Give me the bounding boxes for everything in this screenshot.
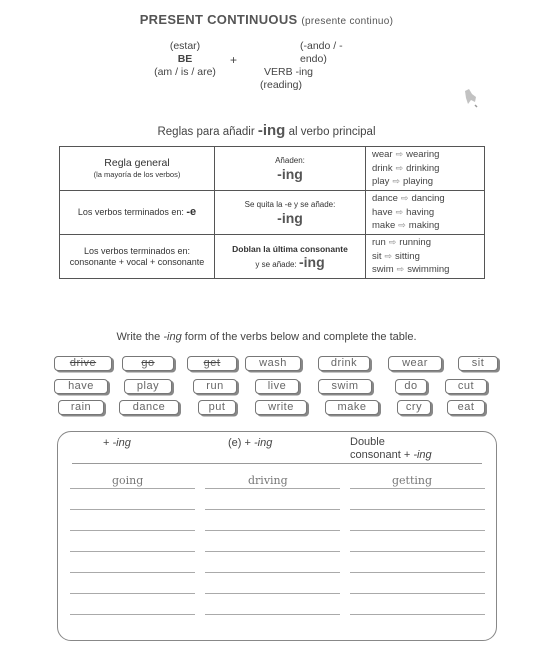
verb-chip[interactable]: put <box>198 400 236 415</box>
answer-line[interactable] <box>350 614 485 615</box>
exercise-instruction: Write the -ing form of the verbs below and complete the table. <box>116 331 417 343</box>
formula-verb-word: VERB -ing <box>264 66 314 78</box>
example: have ⇨ having <box>372 206 435 218</box>
answer-line[interactable] <box>205 593 340 594</box>
arrow-right-icon: ⇨ <box>395 149 404 160</box>
rule-tail: -e <box>186 206 197 218</box>
answer-line[interactable] <box>205 572 340 573</box>
example: dance ⇨ dancing <box>372 193 445 205</box>
verb-chip[interactable]: rain <box>58 400 104 415</box>
arrow-right-icon: ⇨ <box>392 176 400 187</box>
verb-chip[interactable]: play <box>124 379 172 394</box>
rule-cell <box>60 191 215 235</box>
answer-line[interactable] <box>70 614 195 615</box>
handwritten-answer[interactable]: going <box>112 474 144 487</box>
title-sub: (presente continuo) <box>301 16 394 27</box>
verb-chip[interactable]: do <box>395 379 427 394</box>
answer-line[interactable] <box>70 572 195 573</box>
example: play ⇨ playing <box>372 176 434 188</box>
rule-row <box>60 147 485 191</box>
action-cell <box>215 147 366 191</box>
verb-chip[interactable]: wear <box>388 356 442 371</box>
rule-small: (la mayoría de los verbos) <box>93 169 181 179</box>
action-cell <box>215 191 366 235</box>
answer-line[interactable] <box>70 488 195 489</box>
rule-small: consonante + vocal + consonante <box>69 256 205 267</box>
formula-verb-bottom: (reading) <box>260 79 303 91</box>
rule-head: Los verbos terminados en: <box>83 245 191 256</box>
verb-chip[interactable]: swim <box>318 379 372 394</box>
arrow-right-icon: ⇨ <box>396 264 405 275</box>
action-cell <box>215 235 366 279</box>
verb-chip[interactable]: eat <box>447 400 485 415</box>
formula-plus: + <box>230 53 238 67</box>
action-text: Añaden: <box>275 155 305 165</box>
verb-chip[interactable]: make <box>325 400 379 415</box>
example: run ⇨ running <box>372 237 431 249</box>
answer-line[interactable] <box>70 530 195 531</box>
answer-line[interactable] <box>70 593 195 594</box>
scan-mark-icon <box>463 88 479 108</box>
answer-line[interactable] <box>350 530 485 531</box>
example: make ⇨ making <box>372 220 440 232</box>
arrow-right-icon: ⇨ <box>395 206 404 217</box>
formula-be-bottom: (am / is / are) <box>154 66 216 78</box>
verb-chip[interactable]: wash <box>245 356 301 371</box>
column-header: (e) + -ing <box>228 437 273 449</box>
verb-chip[interactable]: run <box>193 379 237 394</box>
column-header: Double consonant + -ing <box>350 436 432 461</box>
formula-be-top: (estar) <box>169 40 201 52</box>
rule-head: Los verbos terminados en: <box>77 207 184 217</box>
header-divider <box>72 463 482 464</box>
verb-chip[interactable]: drink <box>318 356 370 371</box>
action-ing: -ing <box>277 209 303 226</box>
arrow-right-icon: ⇨ <box>400 193 409 204</box>
rule-row <box>60 191 485 235</box>
arrow-right-icon: ⇨ <box>395 162 404 173</box>
rules-title <box>0 122 533 139</box>
formula-verb-top: (-ando / -endo) <box>300 40 343 65</box>
rules-title-ing: -ing <box>257 122 286 139</box>
verb-chip[interactable]: drive <box>54 356 112 371</box>
verb-chip[interactable]: sit <box>458 356 498 371</box>
examples-cell <box>366 235 485 279</box>
action-text: Se quita la -e y se añade: <box>244 199 336 209</box>
verb-chip[interactable]: dance <box>119 400 179 415</box>
rule-head: Regla general <box>104 156 170 169</box>
answer-line[interactable] <box>70 509 195 510</box>
rule-cell <box>60 147 215 191</box>
rules-title-post: al verbo principal <box>288 126 376 138</box>
answer-line[interactable] <box>350 488 485 489</box>
arrow-right-icon: ⇨ <box>384 250 393 261</box>
verb-chip[interactable]: write <box>255 400 307 415</box>
action-ing: -ing <box>298 253 325 270</box>
example: sit ⇨ sitting <box>372 250 420 262</box>
answer-line[interactable] <box>205 614 340 615</box>
answer-line[interactable] <box>350 509 485 510</box>
examples-cell <box>366 147 485 191</box>
handwritten-answer[interactable]: getting <box>392 474 433 487</box>
title-main: PRESENT CONTINUOUS <box>139 12 298 27</box>
rule-cell <box>60 235 215 279</box>
rules-table <box>59 146 485 279</box>
verb-chip[interactable]: cut <box>445 379 487 394</box>
action-ing: -ing <box>277 165 303 182</box>
rule-row <box>60 235 485 279</box>
verb-chip[interactable]: cry <box>397 400 431 415</box>
verb-chip[interactable]: have <box>54 379 108 394</box>
rules-title-pre: Reglas para añadir <box>157 126 255 138</box>
answer-line[interactable] <box>350 572 485 573</box>
verb-chip[interactable]: get <box>187 356 237 371</box>
answer-line[interactable] <box>70 551 195 552</box>
answer-line[interactable] <box>205 488 340 489</box>
answer-line[interactable] <box>350 551 485 552</box>
example: wear ⇨ wearing <box>372 149 440 161</box>
verb-chip[interactable]: go <box>122 356 174 371</box>
example: swim ⇨ swimming <box>372 264 450 276</box>
column-header: + -ing <box>103 437 131 449</box>
handwritten-answer[interactable]: driving <box>248 474 288 487</box>
action-bold: Doblan la última consonante <box>232 243 348 254</box>
answer-line[interactable] <box>350 593 485 594</box>
answer-line[interactable] <box>205 551 340 552</box>
answer-line[interactable] <box>205 509 340 510</box>
arrow-right-icon: ⇨ <box>388 237 397 248</box>
formula-be <box>150 40 220 79</box>
action-text: y se añade: <box>255 259 297 269</box>
examples-cell <box>366 191 485 235</box>
example: drink ⇨ drinking <box>372 162 440 174</box>
formula-verb <box>258 40 358 92</box>
formula-be-word: BE <box>177 53 193 65</box>
arrow-right-icon: ⇨ <box>398 220 406 231</box>
page-title <box>0 12 533 27</box>
verb-chip[interactable]: live <box>255 379 299 394</box>
answer-line[interactable] <box>205 530 340 531</box>
